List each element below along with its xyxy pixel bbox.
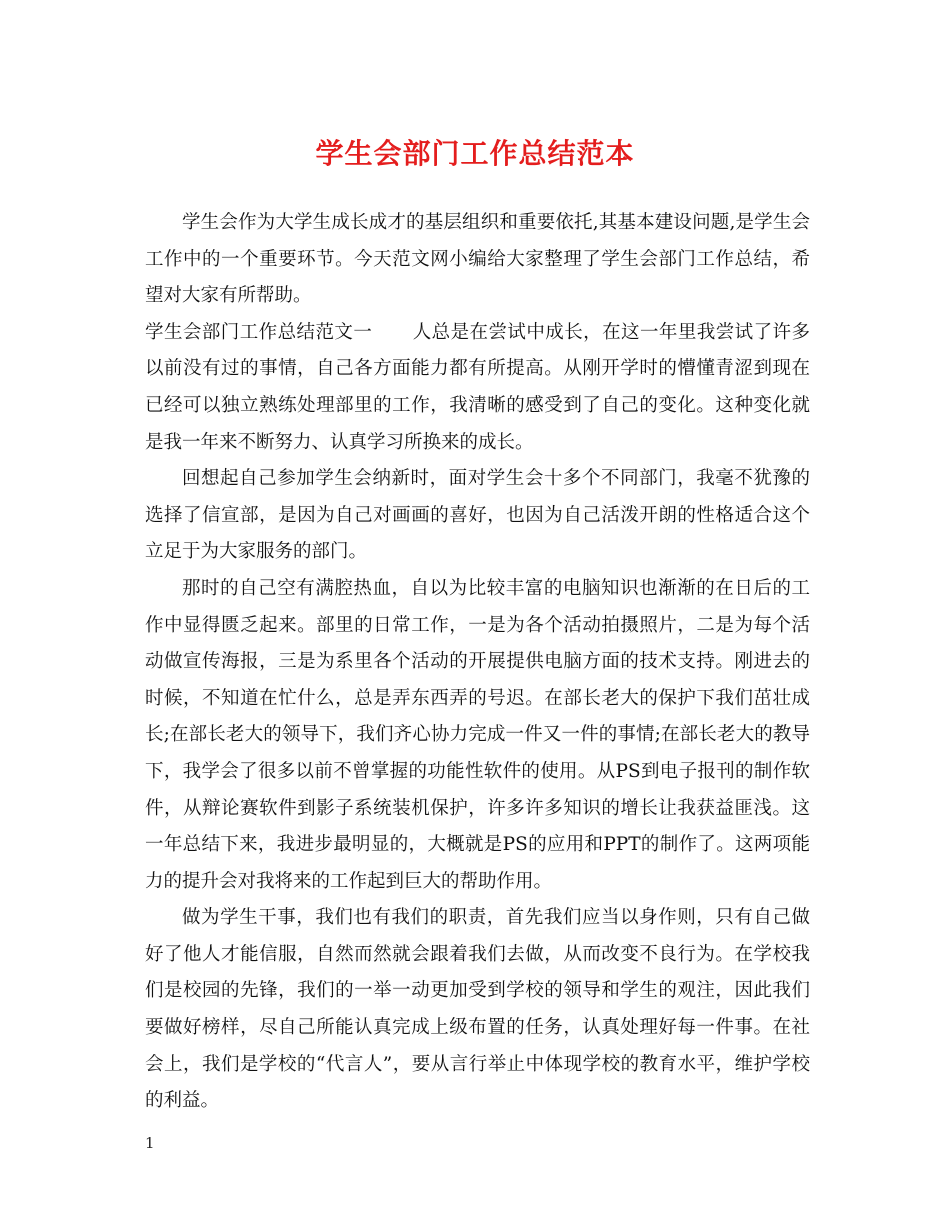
page-number: 1 [145,1134,155,1152]
paragraph-section-one [145,315,810,461]
document-title: 学生会部门工作总结范本 [315,137,635,170]
paragraph-experience: 那时的自己空有满腔热血，自以为比较丰富的电脑知识也渐渐的在日后的工作中显得匮乏起来。部里的日常工作，一是为各个活动拍摄照片，二是为每个活动做宣传海报，三是为系里各个活动的开展提供电脑方面的技术支持。刚进去的时候，不知道在忙什么，总是弄东西弄的号迟。在部长老大的保护下我们茁壮成长;在部长老大的领导下，我们齐心协力完成一件又一件的事情;在部长老大的教导下，我学会了很多以前不曾掌握的功能性软件的使用。从PS到电子报刊的制作软件，从辩论赛软件到影子系统装机保护，许多许多知识的增长让我获益匪浅。这一年总结下来，我进步最明显的，大概就是PS的应用和PPT的制作了。这两项能力的提升会对我将来的工作起到巨大的帮助作用。 [145,577,810,892]
document-body [145,205,810,1120]
section-one-text: 人总是在尝试中成长，在这一年里我尝试了许多以前没有过的事情，自己各方面能力都有所提高。从刚开学时的懵懂青涩到现在已经可以独立熟练处理部里的工作，我清晰的感受到了自己的变化。这种变化就是我一年来不断努力、认真学习所换来的成长。 [145,321,810,453]
paragraph-intro: 学生会作为大学生成长成才的基层组织和重要依托,其基本建设问题,是学生会工作中的一个重要环节。今天范文网小编给大家整理了学生会部门工作总结，希望对大家有所帮助。 [145,212,810,307]
section-heading: 学生会部门工作总结范文一 [145,321,373,343]
paragraph-duties: 做为学生干事，我们也有我们的职责，首先我们应当以身作则，只有自己做好了他人才能信服，自然而然就会跟着我们去做，从而改变不良行为。在学校我们是校园的先锋，我们的一举一动更加受到学校的领导和学生的观注，因此我们要做好榜样，尽自己所能认真完成上级布置的任务，认真处理好每一件事。在社会上，我们是学校的“代言人”，要从言行举止中体现学校的教育水平，维护学校的利益。 [145,907,810,1112]
paragraph-recall: 回想起自己参加学生会纳新时，面对学生会十多个不同部门，我毫不犹豫的选择了信宣部，是因为自己对画画的喜好，也因为自己活泼开朗的性格适合这个立足于为大家服务的部门。 [145,468,810,563]
